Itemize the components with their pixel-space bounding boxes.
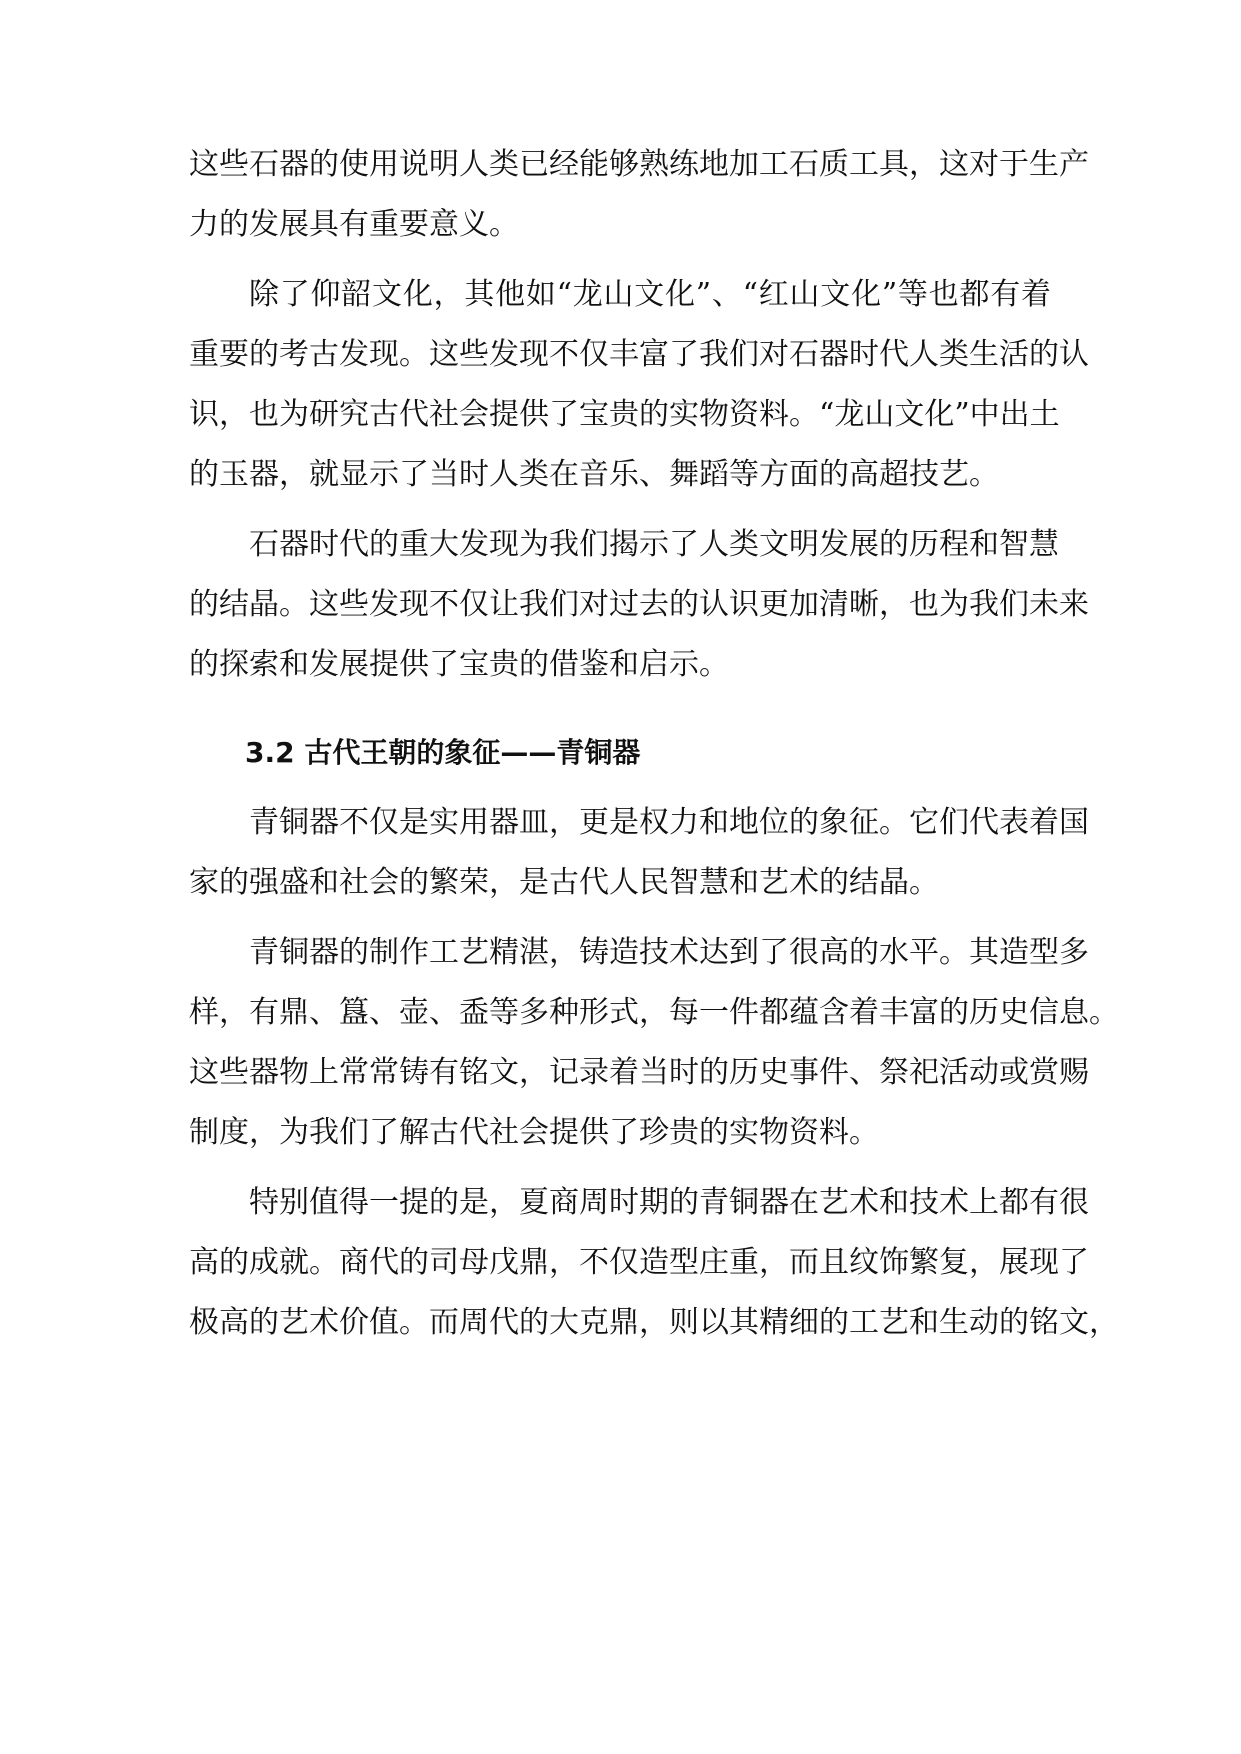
text-line: 特别值得一提的是，夏商周时期的青铜器在艺术和技术上都有很 <box>249 1185 1089 1220</box>
paragraph <box>189 923 1119 1163</box>
paragraph <box>189 265 1089 505</box>
text-line: 力的发展具有重要意义。 <box>189 207 519 242</box>
text-line: 这些器物上常常铸有铭文，记录着当时的历史事件、祭祀活动或赏赐 <box>189 1055 1089 1090</box>
text-line: 青铜器不仅是实用器皿，更是权力和地位的象征。它们代表着国 <box>249 805 1089 840</box>
text-line: 除了仰韶文化，其他如“龙山文化”、“红山文化”等也都有着 <box>249 277 1051 312</box>
document-body <box>189 135 1119 1353</box>
text-line: 极高的艺术价值。而周代的大克鼎，则以其精细的工艺和生动的铭文， <box>189 1305 1119 1340</box>
paragraph <box>189 793 1089 913</box>
text-line: 家的强盛和社会的繁荣，是古代人民智慧和艺术的结晶。 <box>189 865 939 900</box>
text-line: 制度，为我们了解古代社会提供了珍贵的实物资料。 <box>189 1115 879 1150</box>
text-line: 高的成就。商代的司母戊鼎，不仅造型庄重，而且纹饰繁复，展现了 <box>189 1245 1089 1280</box>
paragraph <box>189 515 1089 695</box>
paragraph <box>189 135 1089 255</box>
section-heading: 3.2 古代王朝的象征——青铜器 <box>245 736 641 769</box>
text-line: 青铜器的制作工艺精湛，铸造技术达到了很高的水平。其造型多 <box>249 935 1089 970</box>
text-line: 这些石器的使用说明人类已经能够熟练地加工石质工具，这对于生产 <box>189 147 1089 182</box>
text-line: 的玉器，就显示了当时人类在音乐、舞蹈等方面的高超技艺。 <box>189 457 999 492</box>
text-line: 石器时代的重大发现为我们揭示了人类文明发展的历程和智慧 <box>249 527 1059 562</box>
text-line: 的探索和发展提供了宝贵的借鉴和启示。 <box>189 647 729 682</box>
text-line: 重要的考古发现。这些发现不仅丰富了我们对石器时代人类生活的认 <box>189 337 1089 372</box>
paragraph <box>189 1173 1119 1353</box>
text-line: 的结晶。这些发现不仅让我们对过去的认识更加清晰，也为我们未来 <box>189 587 1089 622</box>
text-line: 样，有鼎、簋、壶、盉等多种形式，每一件都蕴含着丰富的历史信息。 <box>189 995 1119 1030</box>
text-line: 识，也为研究古代社会提供了宝贵的实物资料。“龙山文化”中出土 <box>189 397 1060 432</box>
